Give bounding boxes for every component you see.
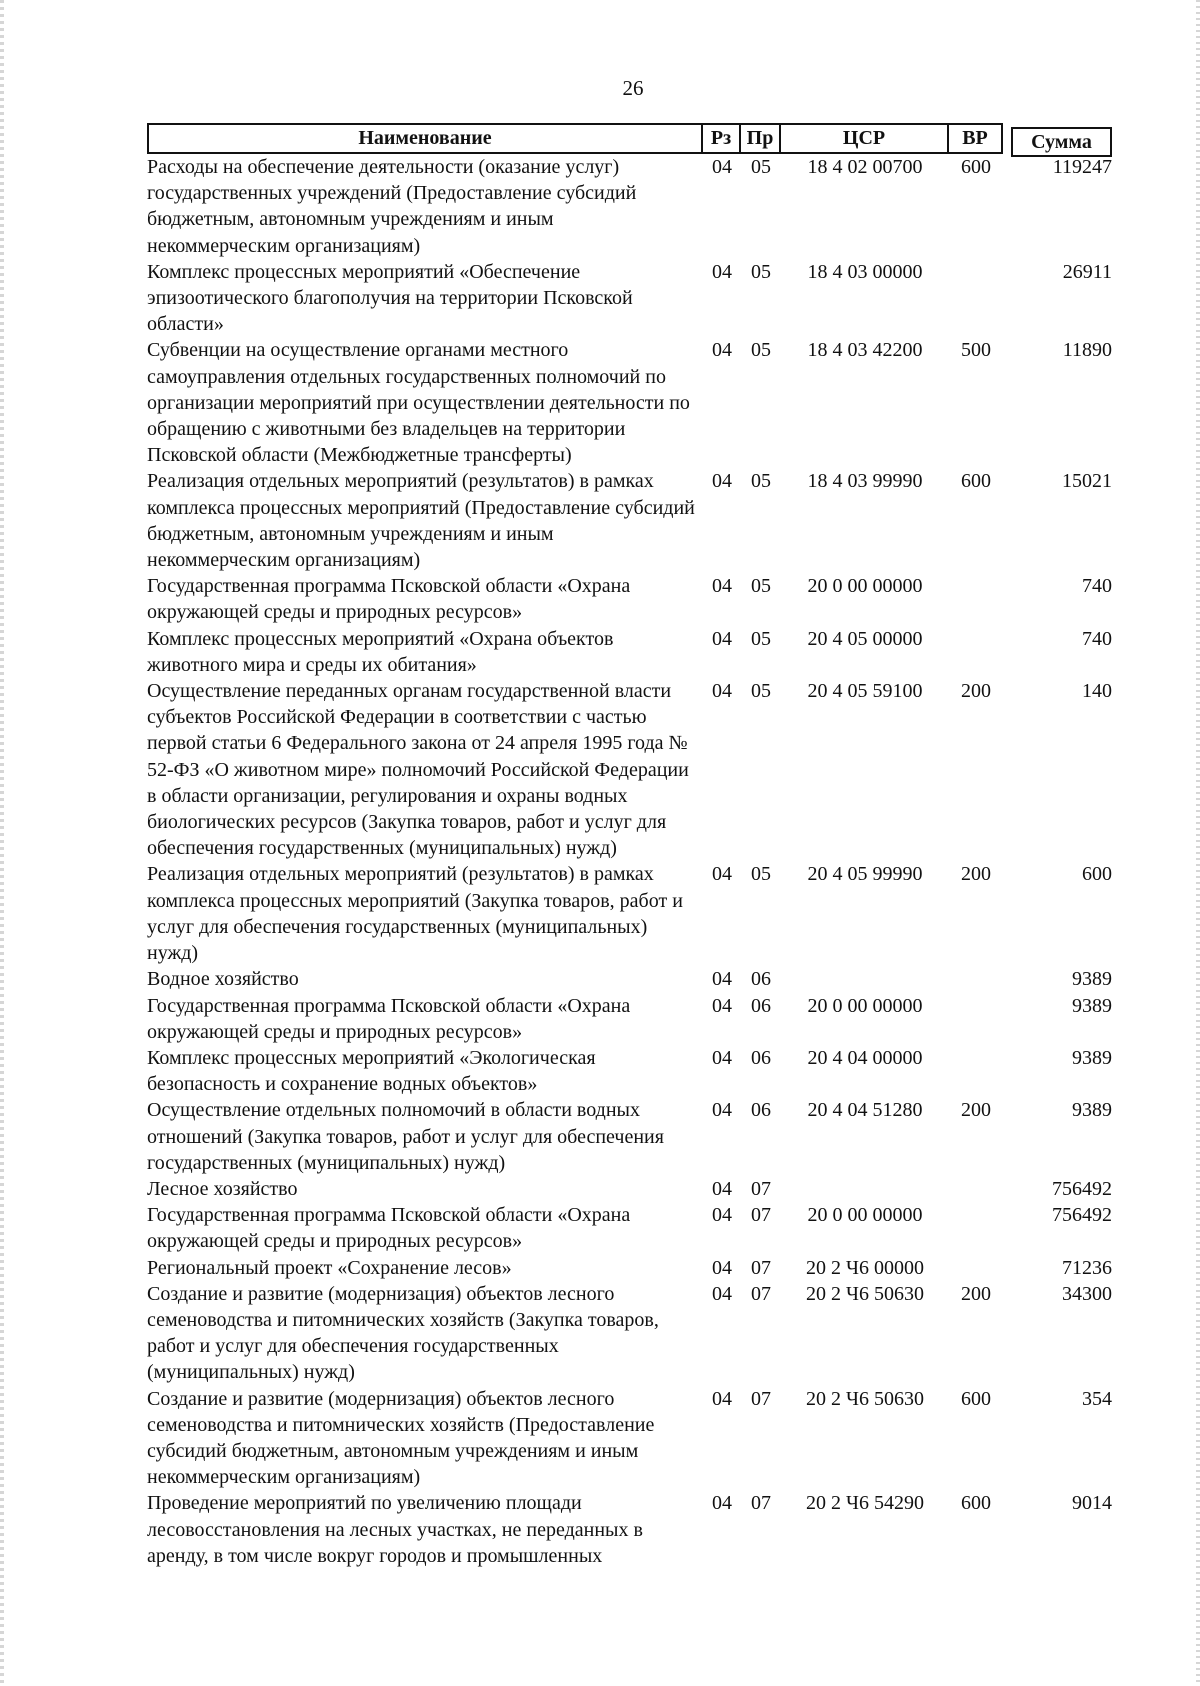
row-csr: 20 2 Ч6 50630 [806, 1282, 924, 1305]
row-csr: 18 4 03 00000 [807, 260, 923, 283]
row-vr [949, 1202, 1003, 1254]
page-number: 26 [622, 76, 644, 100]
row-sum: 740 [1082, 627, 1112, 650]
row-vr [949, 966, 1003, 992]
row-rz: 04 [712, 156, 732, 178]
table-row [147, 1097, 1117, 1176]
row-vr [949, 573, 1003, 625]
row-sum: 600 [1082, 863, 1112, 886]
row-name: Осуществление переданных органам государственной власти субъектов Российской Федерации в соответствии с частью первой статьи 6 Федерального закона от 24 апреля 1995 года № 52-ФЗ «О животном мире» полномочий Российской Федерации в области организации, регулирования и охраны водных биологических ресурсов (Закупка товаров, работ и услуг для обеспечения государственных (муниципальных) нужд) [147, 680, 689, 860]
row-sum: 15021 [1062, 470, 1112, 493]
row-csr: 20 0 00 00000 [807, 575, 923, 598]
row-pr: 05 [751, 575, 771, 598]
row-sum: 9389 [1072, 968, 1112, 991]
row-vr [949, 1045, 1003, 1097]
table-row [147, 1202, 1117, 1254]
row-csr: 18 4 03 42200 [807, 339, 923, 362]
header-vr: ВР [949, 123, 1003, 154]
row-sum: 756492 [1052, 1177, 1112, 1200]
row-rz: 04 [712, 863, 732, 886]
row-rz: 04 [712, 339, 732, 362]
row-rz: 04 [712, 1282, 732, 1305]
row-csr: 20 0 00 00000 [807, 994, 923, 1017]
row-sum: 354 [1082, 1387, 1112, 1410]
row-rz: 04 [712, 470, 732, 493]
row-pr: 05 [751, 863, 771, 886]
row-rz: 04 [712, 680, 732, 703]
header-rz: Рз [703, 123, 741, 154]
row-vr [949, 626, 1003, 678]
row-rz: 04 [712, 1204, 732, 1227]
table-row [147, 259, 1117, 338]
header-pr: Пр [741, 123, 781, 154]
table-row [147, 337, 1117, 468]
row-csr: 18 4 03 99990 [807, 470, 923, 493]
row-sum: 9014 [1072, 1492, 1112, 1515]
table-row [147, 1255, 1117, 1281]
header-name: Наименование [147, 123, 703, 154]
table-row [147, 1386, 1117, 1491]
row-name: Лесное хозяйство [147, 1177, 298, 1200]
table-row [147, 573, 1117, 625]
row-vr: 200 [961, 863, 991, 886]
row-sum: 71236 [1062, 1256, 1112, 1279]
row-rz: 04 [712, 1387, 732, 1410]
table-header [147, 123, 1112, 154]
row-vr: 600 [961, 156, 991, 178]
row-name: Комплекс процессных мероприятий «Экологическая безопасность и сохранение водных объектов» [147, 1046, 596, 1096]
row-csr: 20 2 Ч6 00000 [806, 1256, 924, 1279]
row-pr: 07 [751, 1204, 771, 1227]
row-csr: 20 2 Ч6 50630 [806, 1387, 924, 1410]
row-name: Создание и развитие (модернизация) объектов лесного семеноводства и питомнических хозяйств (Закупка товаров, работ и услуг для обеспечения государственных (муниципальных) нужд) [147, 1282, 659, 1384]
row-rz: 04 [712, 1492, 732, 1515]
row-csr: 20 4 05 99990 [807, 863, 923, 886]
table-body [147, 154, 1117, 1569]
row-name: Государственная программа Псковской области «Охрана окружающей среды и природных ресурсов» [147, 1204, 631, 1253]
row-name: Осуществление отдельных полномочий в области водных отношений (Закупка товаров, работ и услуг для обеспечения государственных (муниципальных) нужд) [147, 1099, 664, 1174]
row-vr: 600 [961, 1387, 991, 1410]
row-name: Реализация отдельных мероприятий (результатов) в рамках комплекса процессных мероприятий (Закупка товаров, работ и услуг для обеспечения государственных (муниципальных) нужд) [147, 863, 683, 965]
table-row [147, 1045, 1117, 1097]
row-sum: 9389 [1072, 1099, 1112, 1122]
row-csr: 20 4 04 00000 [807, 1046, 923, 1069]
row-pr: 07 [751, 1387, 771, 1410]
table-row [147, 966, 1117, 992]
row-sum: 26911 [1062, 260, 1112, 283]
row-csr [781, 966, 949, 992]
row-name: Расходы на обеспечение деятельности (оказание услуг) государственных учреждений (Предоставление субсидий бюджетным, автономным учреждениям и иным некоммерческим организациям) [147, 156, 637, 257]
table-row [147, 154, 1117, 259]
row-name: Комплекс процессных мероприятий «Охрана объектов животного мира и среды их обитания» [147, 627, 614, 676]
header-sum: Сумма [1011, 127, 1112, 157]
table-row [147, 626, 1117, 678]
row-name: Водное хозяйство [147, 968, 299, 991]
row-vr: 200 [961, 1282, 991, 1305]
row-pr: 06 [751, 968, 771, 991]
row-sum: 740 [1082, 575, 1112, 598]
row-name: Реализация отдельных мероприятий (результатов) в рамках комплекса процессных мероприятий (Предоставление субсидий бюджетным, автономным учреждениям и иным некоммерческим организациям) [147, 470, 695, 572]
table-row [147, 1281, 1117, 1386]
scan-edge-left [0, 0, 4, 1686]
row-vr: 500 [961, 339, 991, 362]
row-rz: 04 [712, 1046, 732, 1069]
row-sum: 11890 [1062, 339, 1112, 362]
table-row [147, 468, 1117, 573]
row-csr [781, 1176, 949, 1202]
row-vr: 200 [961, 680, 991, 703]
row-vr [949, 1255, 1003, 1281]
row-sum: 34300 [1062, 1282, 1112, 1305]
row-name: Создание и развитие (модернизация) объектов лесного семеноводства и питомнических хозяйств (Предоставление субсидий бюджетным, автономным учреждениям и иным некоммерческим организациям) [147, 1387, 655, 1489]
row-sum: 140 [1082, 680, 1112, 703]
row-rz: 04 [712, 1177, 732, 1200]
row-rz: 04 [712, 1256, 732, 1279]
row-sum: 9389 [1072, 994, 1112, 1017]
row-sum: 9389 [1072, 1046, 1112, 1069]
row-rz: 04 [712, 994, 732, 1017]
row-rz: 04 [712, 968, 732, 991]
row-vr [949, 259, 1003, 338]
row-sum: 119247 [1052, 156, 1112, 178]
row-vr [949, 1176, 1003, 1202]
row-name: Субвенции на осуществление органами местного самоуправления отдельных государственных полномочий по организации мероприятий при осуществлении деятельности по обращению с животными без владельцев на территории Псковской области (Межбюджетные трансферты) [147, 339, 690, 467]
row-name: Региональный проект «Сохранение лесов» [147, 1256, 512, 1279]
row-pr: 05 [751, 627, 771, 650]
row-csr: 20 2 Ч6 54290 [806, 1492, 924, 1515]
row-vr: 600 [961, 470, 991, 493]
row-pr: 05 [751, 156, 771, 178]
row-rz: 04 [712, 260, 732, 283]
row-pr: 07 [751, 1492, 771, 1515]
table-row [147, 1490, 1117, 1569]
row-name: Государственная программа Псковской области «Охрана окружающей среды и природных ресурсов» [147, 994, 631, 1043]
table-row [147, 993, 1117, 1045]
table-row [147, 861, 1117, 966]
row-csr: 20 4 05 00000 [807, 627, 923, 650]
row-name: Государственная программа Псковской области «Охрана окружающей среды и природных ресурсов» [147, 575, 631, 624]
row-name: Проведение мероприятий по увеличению площади лесовосстановления на лесных участках, не переданных в аренду, в том числе вокруг городов и промышленных [147, 1492, 643, 1567]
table-row [147, 678, 1117, 861]
header-csr: ЦСР [781, 123, 949, 154]
row-pr: 05 [751, 260, 771, 283]
row-pr: 07 [751, 1177, 771, 1200]
row-pr: 05 [751, 470, 771, 493]
row-csr: 18 4 02 00700 [807, 156, 923, 178]
row-csr: 20 4 05 59100 [807, 680, 923, 703]
row-vr [949, 993, 1003, 1045]
row-pr: 06 [751, 1046, 771, 1069]
row-rz: 04 [712, 1099, 732, 1122]
row-pr: 06 [751, 1099, 771, 1122]
row-pr: 06 [751, 994, 771, 1017]
table-row [147, 1176, 1117, 1202]
row-csr: 20 4 04 51280 [807, 1099, 923, 1122]
row-pr: 07 [751, 1282, 771, 1305]
row-csr: 20 0 00 00000 [807, 1204, 923, 1227]
row-pr: 05 [751, 339, 771, 362]
row-vr: 600 [961, 1492, 991, 1515]
row-rz: 04 [712, 575, 732, 598]
row-sum: 756492 [1052, 1204, 1112, 1227]
row-name: Комплекс процессных мероприятий «Обеспечение эпизоотического благополучия на территории Псковской области» [147, 260, 633, 336]
row-pr: 05 [751, 680, 771, 703]
row-vr: 200 [961, 1099, 991, 1122]
row-pr: 07 [751, 1256, 771, 1279]
scan-edge-right [1196, 0, 1200, 1686]
row-rz: 04 [712, 627, 732, 650]
